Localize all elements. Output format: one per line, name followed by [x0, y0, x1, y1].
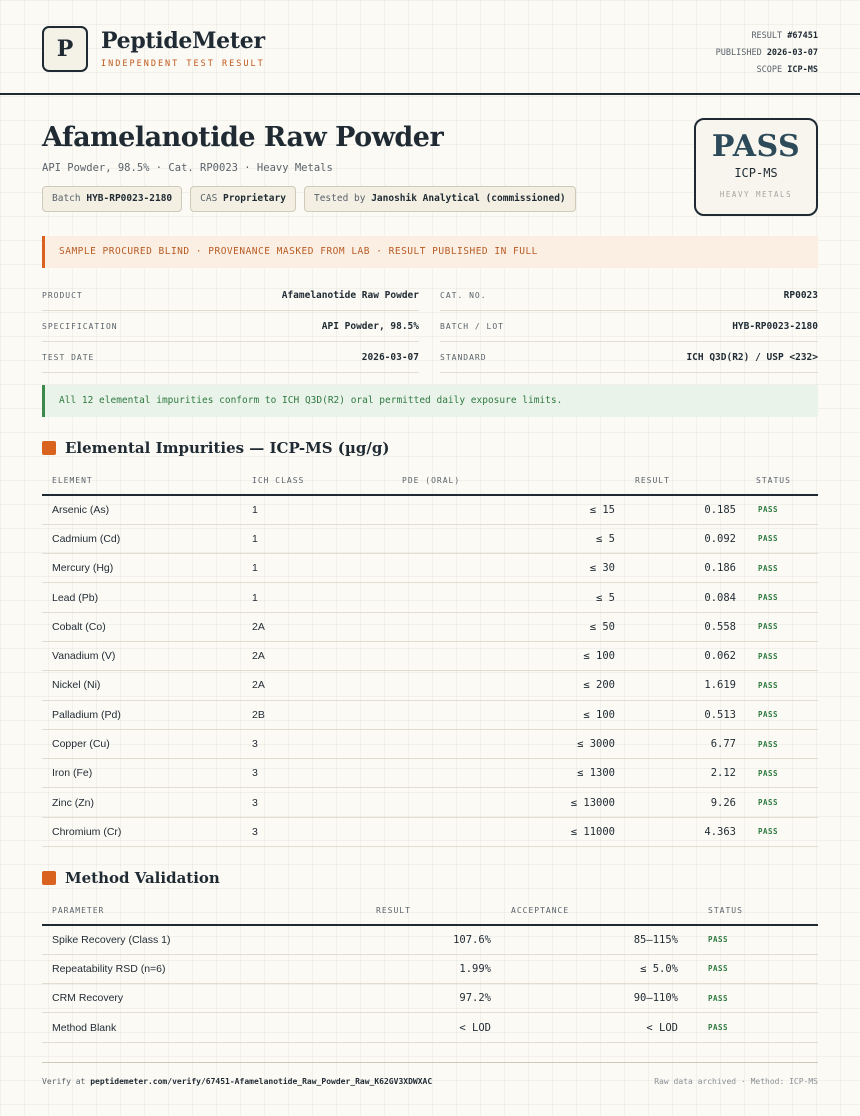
ich-class: 2A: [242, 671, 382, 700]
result-value: < LOD: [366, 1013, 501, 1042]
status-badge: PASS: [746, 788, 818, 817]
header-divider: [0, 93, 860, 95]
pde-limit: ≤ 100: [382, 700, 625, 729]
column-header: ICH CLASS: [242, 466, 382, 495]
pde-limit: ≤ 1300: [382, 759, 625, 788]
parameter-name: Spike Recovery (Class 1): [42, 925, 366, 954]
section-title: Method Validation: [65, 869, 220, 887]
cas-chip: [190, 186, 296, 212]
table-row: [42, 700, 818, 729]
info-value: Afamelanotide Raw Powder: [281, 289, 419, 301]
info-label: BATCH / LOT: [440, 321, 504, 331]
pde-limit: ≤ 13000: [382, 788, 625, 817]
table-row: [42, 759, 818, 788]
result-value: 9.26: [625, 788, 746, 817]
page-subtitle: API Powder, 98.5% · Cat. RP0023 · Heavy Metals: [42, 162, 333, 174]
ich-class: 1: [242, 495, 382, 524]
info-value: RP0023: [783, 289, 818, 301]
result-value: 0.558: [625, 612, 746, 641]
section-title: Elemental Impurities — ICP-MS (µg/g): [65, 439, 390, 457]
status-badge: PASS: [746, 554, 818, 583]
section-marker: [42, 441, 56, 455]
verdict-card: [694, 118, 818, 216]
column-header: RESULT: [625, 466, 746, 495]
table-row: [42, 583, 818, 612]
pde-limit: ≤ 100: [382, 641, 625, 670]
status-badge: PASS: [746, 700, 818, 729]
status-badge: PASS: [746, 729, 818, 758]
info-value: ICH Q3D(R2) / USP <232>: [686, 351, 818, 363]
impurities-table: [42, 466, 818, 847]
parameter-name: Method Blank: [42, 1013, 366, 1042]
status-badge: PASS: [746, 495, 818, 524]
status-badge: PASS: [688, 984, 818, 1013]
result-value: 4.363: [625, 817, 746, 846]
chip-label: Batch: [52, 193, 81, 204]
info-label: STANDARD: [440, 352, 487, 362]
info-label: TEST DATE: [42, 352, 95, 362]
verdict-scope: HEAVY METALS: [719, 190, 793, 199]
scope-value: ICP-MS: [787, 65, 818, 75]
table-row: [42, 817, 818, 846]
result-value: 6.77: [625, 729, 746, 758]
conformance-banner: All 12 elemental impurities conform to ICH Q3D(R2) oral permitted daily exposure limits.: [42, 385, 818, 417]
acceptance-range: < LOD: [501, 1013, 688, 1042]
element-name: Arsenic (As): [42, 495, 242, 524]
status-badge: PASS: [746, 759, 818, 788]
parameter-name: CRM Recovery: [42, 984, 366, 1013]
scope-label: SCOPE: [756, 65, 783, 75]
chip-label: Tested by: [313, 193, 366, 204]
ich-class: 3: [242, 759, 382, 788]
table-header-row: [42, 466, 818, 495]
brand-tagline: INDEPENDENT TEST RESULT: [101, 59, 265, 69]
report-meta: [716, 28, 818, 79]
status-badge: PASS: [746, 612, 818, 641]
pde-limit: ≤ 11000: [382, 817, 625, 846]
verdict-word: PASS: [711, 129, 801, 164]
verify-prefix: Verify at: [42, 1077, 86, 1086]
status-badge: PASS: [746, 524, 818, 553]
element-name: Cadmium (Cd): [42, 524, 242, 553]
status-badge: PASS: [688, 925, 818, 954]
ich-class: 3: [242, 817, 382, 846]
acceptance-range: ≤ 5.0%: [501, 954, 688, 983]
page-title: Afamelanotide Raw Powder: [42, 122, 444, 153]
ich-class: 1: [242, 554, 382, 583]
result-value: 0.062: [625, 641, 746, 670]
acceptance-range: 85–115%: [501, 925, 688, 954]
parameter-name: Repeatability RSD (n=6): [42, 954, 366, 983]
ich-class: 3: [242, 788, 382, 817]
column-header: STATUS: [746, 466, 818, 495]
result-value: 0.084: [625, 583, 746, 612]
brand-name: PeptideMeter: [101, 28, 265, 54]
result-value: 107.6%: [366, 925, 501, 954]
ich-class: 2A: [242, 641, 382, 670]
chip-value: Janoshik Analytical (commissioned): [371, 193, 566, 204]
validation-heading: [42, 869, 220, 887]
element-name: Palladium (Pd): [42, 700, 242, 729]
element-name: Chromium (Cr): [42, 817, 242, 846]
footer-divider: [42, 1062, 818, 1063]
table-row: [42, 524, 818, 553]
batch-chip: [42, 186, 182, 212]
table-row: [42, 671, 818, 700]
result-value: 0.185: [625, 495, 746, 524]
validation-table: [42, 896, 818, 1043]
element-name: Mercury (Hg): [42, 554, 242, 583]
pde-limit: ≤ 15: [382, 495, 625, 524]
info-row: [42, 311, 818, 342]
element-name: Copper (Cu): [42, 729, 242, 758]
ich-class: 2B: [242, 700, 382, 729]
info-cell: [42, 280, 419, 311]
result-label: RESULT: [751, 31, 783, 41]
info-grid: [42, 280, 818, 373]
column-header: ACCEPTANCE: [501, 896, 688, 925]
column-header: RESULT: [366, 896, 501, 925]
element-name: Cobalt (Co): [42, 612, 242, 641]
info-cell: [440, 280, 818, 311]
status-badge: PASS: [746, 817, 818, 846]
table-row: [42, 984, 818, 1013]
result-value: 0.092: [625, 524, 746, 553]
element-name: Lead (Pb): [42, 583, 242, 612]
status-badge: PASS: [746, 641, 818, 670]
report-header: [42, 26, 818, 78]
footer-note: Raw data archived · Method: ICP-MS: [654, 1077, 818, 1086]
result-value: 1.619: [625, 671, 746, 700]
verify-link[interactable]: peptidemeter.com/verify/67451-Afamelanotide_Raw_Powder_Raw_K62GV3XDWXAC: [90, 1077, 433, 1086]
acceptance-range: 90–110%: [501, 984, 688, 1013]
ich-class: 3: [242, 729, 382, 758]
chip-value: HYB-RP0023-2180: [86, 193, 173, 204]
meta-chips: [42, 186, 576, 212]
result-value: 1.99%: [366, 954, 501, 983]
info-cell: [440, 342, 818, 373]
table-row: [42, 925, 818, 954]
ich-class: 1: [242, 524, 382, 553]
info-cell: [42, 311, 419, 342]
info-value: API Powder, 98.5%: [321, 320, 419, 332]
status-badge: PASS: [746, 583, 818, 612]
info-row: [42, 342, 818, 373]
tested-by-chip: [304, 186, 576, 212]
column-header: PDE (ORAL): [382, 466, 625, 495]
info-cell: [440, 311, 818, 342]
table-row: [42, 554, 818, 583]
info-label: SPECIFICATION: [42, 321, 118, 331]
pde-limit: ≤ 50: [382, 612, 625, 641]
info-row: [42, 280, 818, 311]
table-row: [42, 495, 818, 524]
info-label: PRODUCT: [42, 290, 83, 300]
info-value: 2026-03-07: [361, 351, 419, 363]
verdict-method: ICP-MS: [734, 166, 778, 180]
ich-class: 1: [242, 583, 382, 612]
verify-line: [42, 1077, 432, 1086]
result-value: 97.2%: [366, 984, 501, 1013]
pde-limit: ≤ 3000: [382, 729, 625, 758]
table-row: [42, 641, 818, 670]
status-badge: PASS: [688, 954, 818, 983]
pde-limit: ≤ 5: [382, 583, 625, 612]
table-row: [42, 729, 818, 758]
published-date: 2026-03-07: [766, 48, 818, 58]
result-value: 0.513: [625, 700, 746, 729]
provenance-banner: SAMPLE PROCURED BLIND · PROVENANCE MASKED FROM LAB · RESULT PUBLISHED IN FULL: [42, 236, 818, 268]
column-header: STATUS: [688, 896, 818, 925]
chip-value: Proprietary: [223, 193, 286, 204]
element-name: Zinc (Zn): [42, 788, 242, 817]
logo-mark: P: [42, 26, 88, 72]
result-value: 0.186: [625, 554, 746, 583]
status-badge: PASS: [746, 671, 818, 700]
table-row: [42, 612, 818, 641]
element-name: Vanadium (V): [42, 641, 242, 670]
pde-limit: ≤ 200: [382, 671, 625, 700]
result-id: #67451: [787, 31, 818, 41]
result-value: 2.12: [625, 759, 746, 788]
column-header: ELEMENT: [42, 466, 242, 495]
table-row: [42, 788, 818, 817]
info-label: CAT. NO.: [440, 290, 487, 300]
info-cell: [42, 342, 419, 373]
table-header-row: [42, 896, 818, 925]
section-marker: [42, 871, 56, 885]
chip-label: CAS: [200, 193, 218, 204]
info-value: HYB-RP0023-2180: [732, 320, 818, 332]
table-row: [42, 954, 818, 983]
pde-limit: ≤ 30: [382, 554, 625, 583]
published-label: PUBLISHED: [715, 48, 762, 58]
pde-limit: ≤ 5: [382, 524, 625, 553]
table-row: [42, 1013, 818, 1042]
column-header: PARAMETER: [42, 896, 366, 925]
status-badge: PASS: [688, 1013, 818, 1042]
element-name: Iron (Fe): [42, 759, 242, 788]
ich-class: 2A: [242, 612, 382, 641]
element-name: Nickel (Ni): [42, 671, 242, 700]
impurities-heading: [42, 439, 389, 457]
